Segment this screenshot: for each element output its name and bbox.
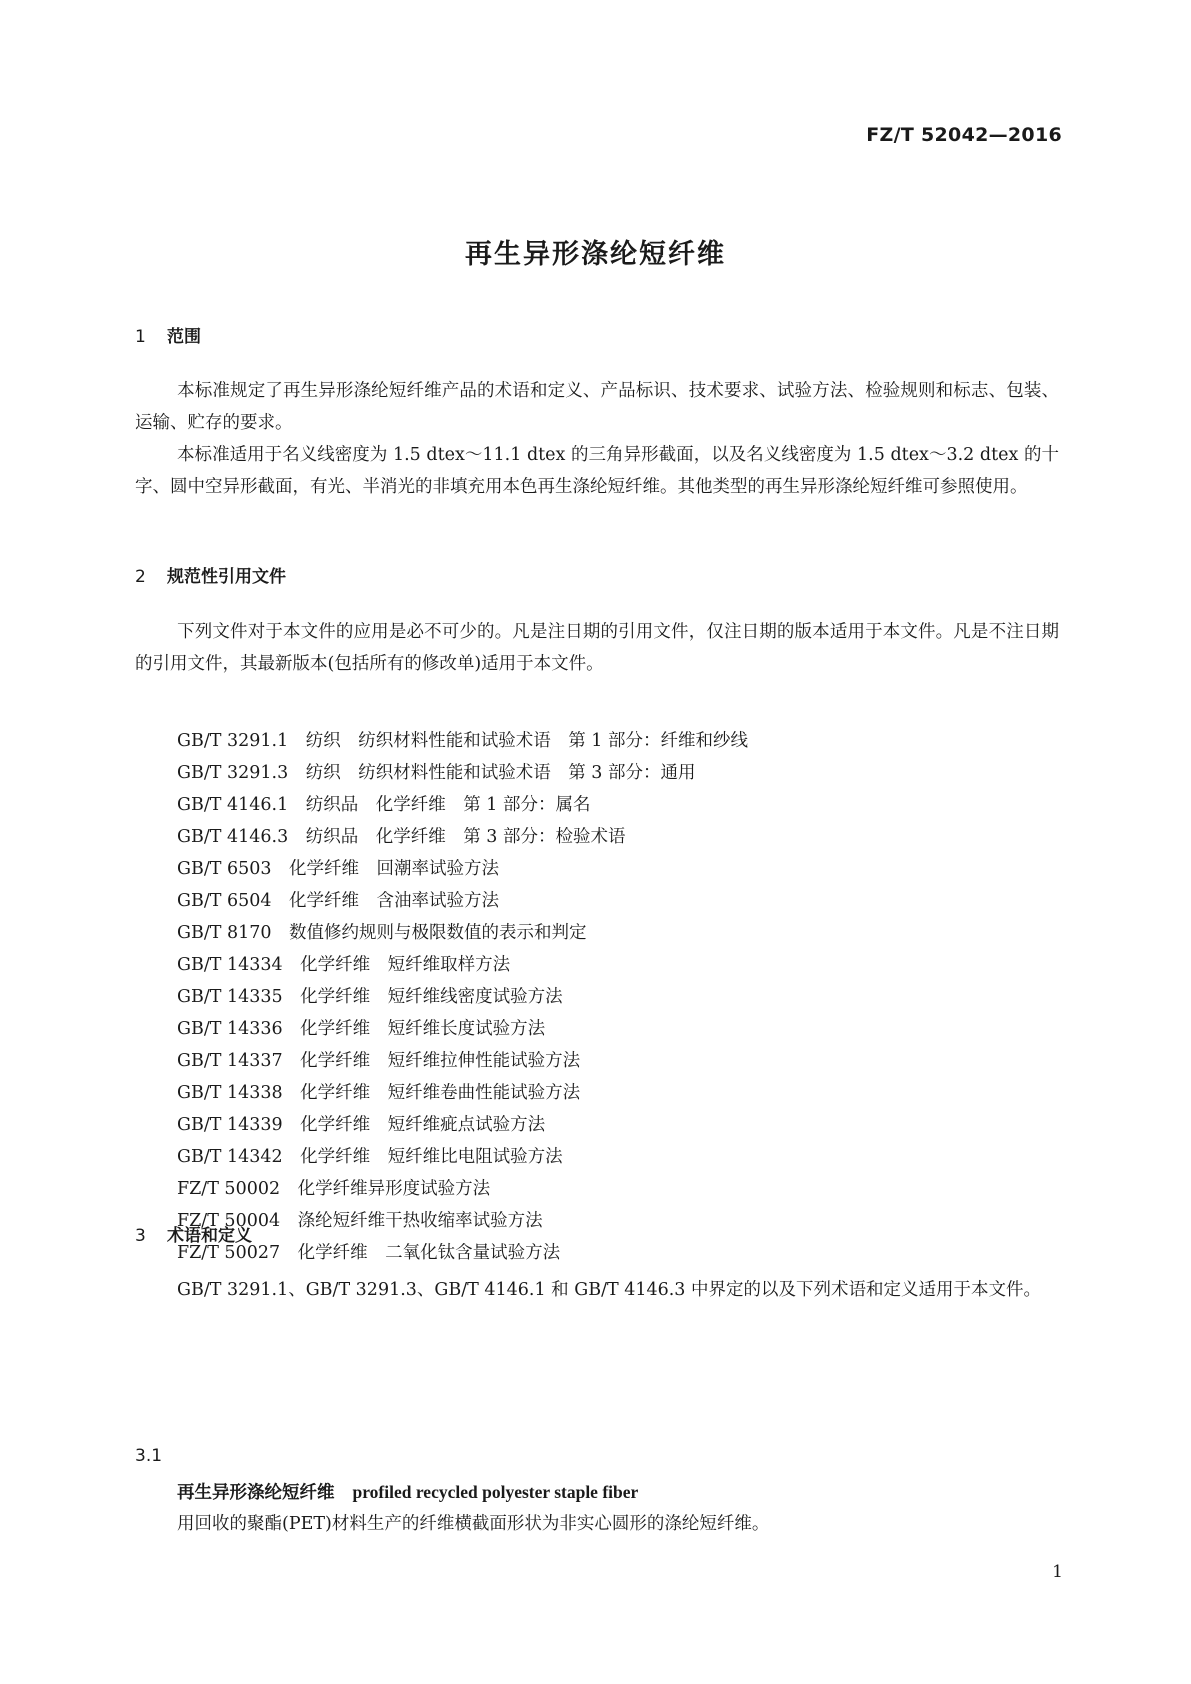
reference-title: 化学纤维 二氧化钛含量试验方法 bbox=[297, 1243, 561, 1263]
reference-code: FZ/T 50027 bbox=[177, 1243, 281, 1263]
reference-item bbox=[177, 949, 748, 981]
reference-title: 化学纤维 短纤维疵点试验方法 bbox=[300, 1115, 546, 1135]
reference-code: GB/T 6504 bbox=[177, 891, 272, 911]
section-1-heading bbox=[135, 322, 201, 347]
section-number: 1 bbox=[135, 327, 146, 347]
reference-item bbox=[177, 1045, 748, 1077]
reference-item bbox=[177, 789, 748, 821]
reference-code: GB/T 14342 bbox=[177, 1147, 283, 1167]
reference-item bbox=[177, 1205, 748, 1237]
section-2-heading bbox=[135, 562, 286, 587]
term-definition: 用回收的聚酯(PET)材料生产的纤维横截面形状为非实心圆形的涤纶短纤维。 bbox=[177, 1514, 770, 1534]
reference-title: 纺织 纺织材料性能和试验术语 第 3 部分：通用 bbox=[305, 763, 696, 783]
reference-code: GB/T 3291.1 bbox=[177, 731, 289, 751]
reference-title: 化学纤维 短纤维取样方法 bbox=[300, 955, 511, 975]
reference-item bbox=[177, 725, 748, 757]
reference-code: GB/T 6503 bbox=[177, 859, 272, 879]
reference-item bbox=[177, 917, 748, 949]
reference-list bbox=[177, 725, 748, 1269]
reference-title: 纺织品 化学纤维 第 1 部分：属名 bbox=[305, 795, 591, 815]
reference-item bbox=[177, 1013, 748, 1045]
reference-item bbox=[177, 1237, 748, 1269]
reference-code: GB/T 14334 bbox=[177, 955, 283, 975]
section-2-intro: 下列文件对于本文件的应用是必不可少的。凡是注日期的引用文件，仅注日期的版本适用于本文件。凡是不注日期的引用文件，其最新版本(包括所有的修改单)适用于本文件。 bbox=[135, 622, 1059, 674]
reference-code: FZ/T 50002 bbox=[177, 1179, 281, 1199]
reference-code: GB/T 8170 bbox=[177, 923, 272, 943]
reference-item bbox=[177, 885, 748, 917]
reference-code: GB/T 4146.1 bbox=[177, 795, 289, 815]
reference-title: 化学纤维 短纤维卷曲性能试验方法 bbox=[300, 1083, 581, 1103]
reference-item bbox=[177, 1109, 748, 1141]
section-1-paragraph-1: 本标准规定了再生异形涤纶短纤维产品的术语和定义、产品标识、技术要求、试验方法、检验规则和标志、包装、运输、贮存的要求。 bbox=[135, 381, 1059, 433]
reference-item bbox=[177, 1141, 748, 1173]
section-title: 规范性引用文件 bbox=[167, 567, 286, 587]
section-1-paragraph-2: 本标准适用于名义线密度为 1.5 dtex～11.1 dtex 的三角异形截面，以及名义线密度为 1.5 dtex～3.2 dtex 的十字、圆中空异形截面，有光、半消光的非填充用本色再生涤纶短纤维。其他类型的再生异形涤纶短纤维可参照使用。 bbox=[135, 445, 1059, 497]
term-chinese: 再生异形涤纶短纤维 bbox=[177, 1483, 335, 1503]
reference-code: GB/T 14336 bbox=[177, 1019, 283, 1039]
reference-item bbox=[177, 1077, 748, 1109]
reference-title: 化学纤维 短纤维长度试验方法 bbox=[300, 1019, 546, 1039]
document-title: 再生异形涤纶短纤维 bbox=[465, 239, 726, 270]
section-3-intro: GB/T 3291.1、GB/T 3291.3、GB/T 4146.1 和 GB/T 4146.3 中界定的以及下列术语和定义适用于本文件。 bbox=[177, 1280, 1042, 1300]
reference-item bbox=[177, 981, 748, 1013]
reference-code: GB/T 14337 bbox=[177, 1051, 283, 1071]
reference-title: 化学纤维 含油率试验方法 bbox=[289, 891, 500, 911]
section-number: 2 bbox=[135, 567, 146, 587]
reference-code: GB/T 14339 bbox=[177, 1115, 283, 1135]
reference-item bbox=[177, 757, 748, 789]
reference-title: 化学纤维 短纤维线密度试验方法 bbox=[300, 987, 563, 1007]
reference-item bbox=[177, 853, 748, 885]
reference-code: FZ/T 50004 bbox=[177, 1211, 281, 1231]
reference-code: GB/T 14338 bbox=[177, 1083, 283, 1103]
section-title: 范围 bbox=[167, 327, 201, 347]
section-number: 3 bbox=[135, 1226, 146, 1246]
reference-item bbox=[177, 1173, 748, 1205]
reference-title: 纺织品 化学纤维 第 3 部分：检验术语 bbox=[305, 827, 626, 847]
reference-title: 数值修约规则与极限数值的表示和判定 bbox=[289, 923, 587, 943]
page-number: 1 bbox=[1052, 1562, 1063, 1582]
term-entry bbox=[177, 1476, 638, 1509]
reference-title: 化学纤维 回潮率试验方法 bbox=[289, 859, 500, 879]
reference-title: 纺织 纺织材料性能和试验术语 第 1 部分：纤维和纱线 bbox=[305, 731, 748, 751]
term-number: 3.1 bbox=[135, 1446, 163, 1466]
reference-code: GB/T 3291.3 bbox=[177, 763, 289, 783]
reference-code: GB/T 14335 bbox=[177, 987, 283, 1007]
reference-title: 化学纤维异形度试验方法 bbox=[297, 1179, 491, 1199]
standard-code: FZ/T 52042—2016 bbox=[866, 124, 1062, 146]
reference-title: 涤纶短纤维干热收缩率试验方法 bbox=[297, 1211, 543, 1231]
reference-item bbox=[177, 821, 748, 853]
section-3-heading bbox=[135, 1221, 252, 1246]
reference-code: GB/T 4146.3 bbox=[177, 827, 289, 847]
reference-title: 化学纤维 短纤维拉伸性能试验方法 bbox=[300, 1051, 581, 1071]
term-english: profiled recycled polyester staple fiber bbox=[352, 1482, 639, 1502]
reference-title: 化学纤维 短纤维比电阻试验方法 bbox=[300, 1147, 563, 1167]
section-title: 术语和定义 bbox=[167, 1226, 252, 1246]
